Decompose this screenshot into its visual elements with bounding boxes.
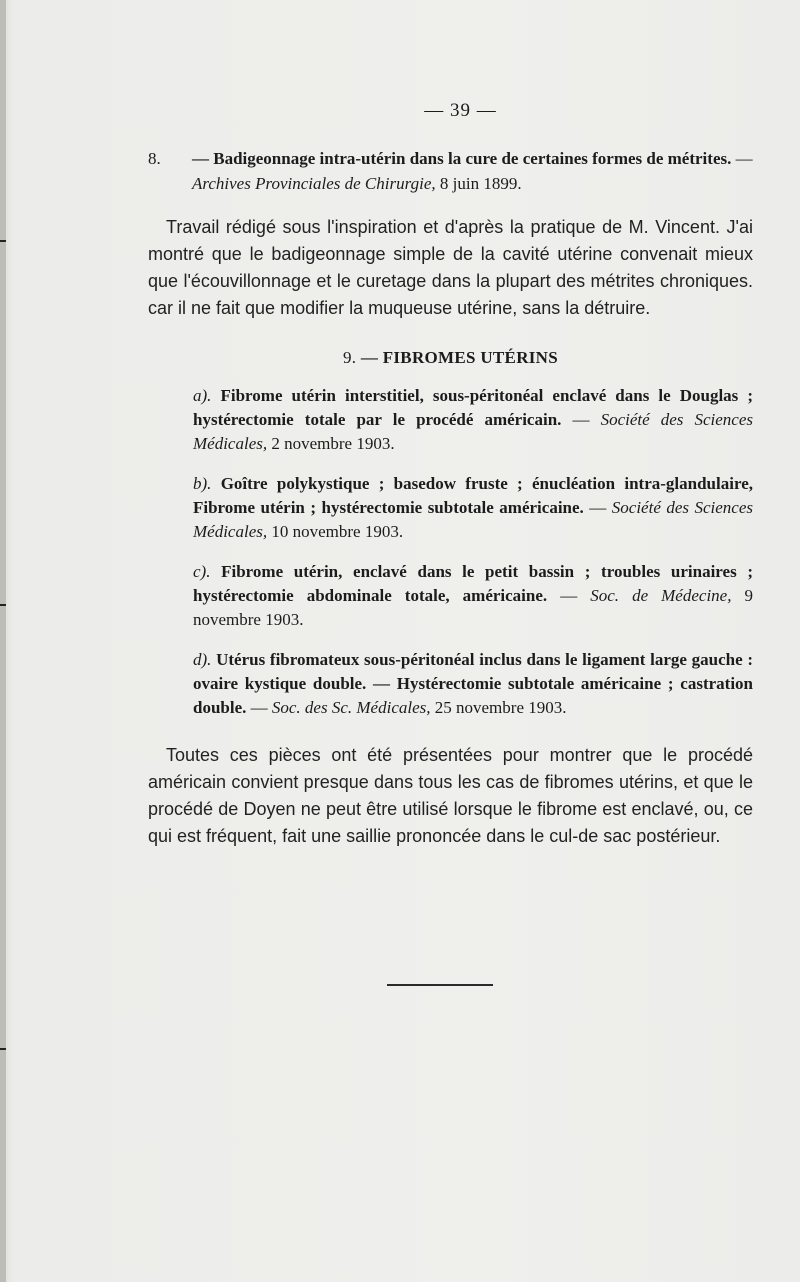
- subentry-dash: —: [561, 410, 601, 429]
- entry-journal: Archives Provinciales de Chirurgie,: [192, 174, 436, 193]
- subentry-society: Société des Sciences Médicales,: [193, 498, 754, 541]
- entry-number: 8.: [148, 149, 161, 168]
- page-content: [148, 100, 753, 850]
- page-edge: [0, 0, 6, 1282]
- subentry-d: [148, 648, 753, 720]
- edge-mark: [0, 1048, 6, 1050]
- subentry-letter: b).: [193, 474, 212, 493]
- subentry-c: [148, 560, 753, 632]
- subentry-a: [148, 384, 753, 456]
- subentry-date: 25 novembre 1903.: [430, 698, 567, 717]
- entry-dash: —: [731, 149, 753, 168]
- subentry-title: Fibrome utérin, enclavé dans le petit bassin ; troubles urinaires ; hystérectomie abdominale totale, américaine.: [193, 562, 753, 605]
- section-heading: — FIBROMES UTÉRINS: [356, 348, 559, 367]
- subentry-date: 2 novembre 1903.: [267, 434, 395, 453]
- subentry-title: Goître polykystique ; basedow fruste ; énucléation intra-glandulaire, Fibrome utérin ; hystérectomie subtotale américaine.: [193, 474, 753, 517]
- subentry-society: Soc. des Sc. Médicales,: [271, 698, 431, 717]
- closing-rule: [387, 984, 493, 986]
- subentry-letter: d).: [193, 650, 212, 669]
- subentry-title: Fibrome utérin interstitiel, sous-péritonéal enclavé dans le Douglas ; hystérectomie totale par le procédé américain.: [193, 386, 753, 429]
- edge-mark: [0, 240, 6, 242]
- subentry-date: 9 novembre 1903.: [193, 586, 754, 629]
- subentry-letter: a).: [193, 386, 212, 405]
- subentry-b: [148, 472, 753, 544]
- subentry-letter: c).: [193, 562, 211, 581]
- page-number: — 39 —: [424, 100, 497, 121]
- entry-8: [148, 146, 753, 196]
- subentry-dash: —: [583, 498, 612, 517]
- section-number: 9.: [342, 348, 357, 367]
- entry-date: 8 juin 1899.: [435, 174, 522, 193]
- subentry-society: Soc. de Médecine,: [590, 586, 732, 605]
- conclusion-paragraph: Toutes ces pièces ont été présentées pour montrer que le procédé américain convient presque dans tous les cas de fibromes utérins, et que le procédé de Doyen ne peut être utilisé lorsque le fibrome est enclavé, ou, ce qui est fréquent, fait une saillie prononcée dans le cul-de sac postérieur.: [148, 745, 753, 846]
- subentry-society: Société des Sciences Médicales,: [193, 410, 754, 453]
- section-title: [148, 348, 753, 368]
- subentry-dash: —: [547, 586, 591, 605]
- subentry-dash: —: [246, 698, 272, 717]
- entry-title: — Badigeonnage intra-utérin dans la cure de certaines formes de métrites.: [192, 149, 732, 168]
- entry-8-description: Travail rédigé sous l'inspiration et d'après la pratique de M. Vincent. J'ai montré que le badigeonnage simple de la cavité utérine convenait mieux que l'écouvillonnage et le curetage dans la plupart des métrites chroniques. car il ne fait que modifier la muqueuse utérine, sans la détruire.: [148, 217, 753, 318]
- subentry-date: 10 novembre 1903.: [267, 522, 404, 541]
- edge-mark: [0, 604, 6, 606]
- subentry-title: Utérus fibromateux sous-péritonéal inclus dans le ligament large gauche : ovaire kystique double. — Hystérectomie subtotale américaine ; castration double.: [193, 650, 753, 717]
